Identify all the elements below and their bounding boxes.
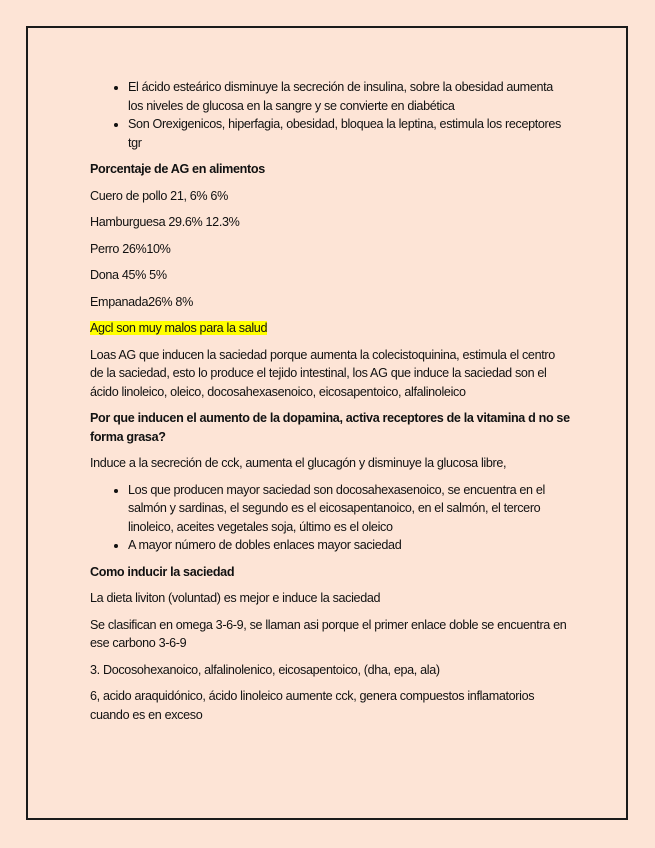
paragraph: 6, acido araquidónico, ácido linoleico aumente cck, genera compuestos inflamatorios cuando es en exceso xyxy=(90,689,535,722)
paragraph: 3. Docosohexanoico, alfalinolenico, eicosapentoico, (dha, epa, ala) xyxy=(90,662,440,677)
paragraph: Se clasifican en omega 3-6-9, se llaman asi porque el primer enlace doble se encuentra en ese carbono 3-6-9 xyxy=(90,617,567,650)
highlighted-text: Agcl son muy malos para la salud xyxy=(90,321,268,335)
paragraph: La dieta liviton (voluntad) es mejor e induce la saciedad xyxy=(90,591,381,605)
list-item: • A mayor número de dobles enlaces mayor saciedad xyxy=(128,536,570,555)
food-line: Cuero de pollo 21, 6% 6% xyxy=(90,188,228,203)
food-line: Dona 45% 5% xyxy=(90,268,167,282)
heading-satiety: Como inducir la saciedad xyxy=(90,564,235,579)
list-item: • El ácido esteárico disminuye la secreción de insulina, sobre la obesidad aumenta los niveles de glucosa en la sangre y se convierte en diabética xyxy=(128,78,570,115)
paragraph: Loas AG que inducen la saciedad porque aumenta la colecistoquinina, estimula el centro de la saciedad, esto lo produce el tejido intestinal, los AG que induce la saciedad son el ácido linoleico, oleico, docosahexasenoico, eicosapentoico, alfalinoleico xyxy=(90,347,555,399)
bullet-list-2 xyxy=(90,481,570,555)
heading-dopamine: Por que inducen el aumento de la dopamina, activa receptores de la vitamina d no se forma grasa? xyxy=(90,411,570,444)
paragraph: Induce a la secreción de cck, aumenta el glucagón y disminuye la glucosa libre, xyxy=(90,456,507,470)
list-item: • Los que producen mayor saciedad son docosahexasenoico, se encuentra en el salmón y sardinas, el segundo es el eicosapentanoico, en el salmón, el tercero linoleico, aceites vegetales soja, último es el oleico xyxy=(128,481,570,537)
document-body xyxy=(90,78,570,724)
food-line: Hamburguesa 29.6% 12.3% xyxy=(90,215,240,229)
bullet-list-1 xyxy=(90,78,570,152)
heading-percentages: Porcentaje de AG en alimentos xyxy=(90,162,265,176)
food-line: Perro 26%10% xyxy=(90,241,171,256)
list-item: • Son Orexigenicos, hiperfagia, obesidad, bloquea la leptina, estimula los receptores tgr xyxy=(128,115,570,152)
food-line: Empanada26% 8% xyxy=(90,294,193,309)
